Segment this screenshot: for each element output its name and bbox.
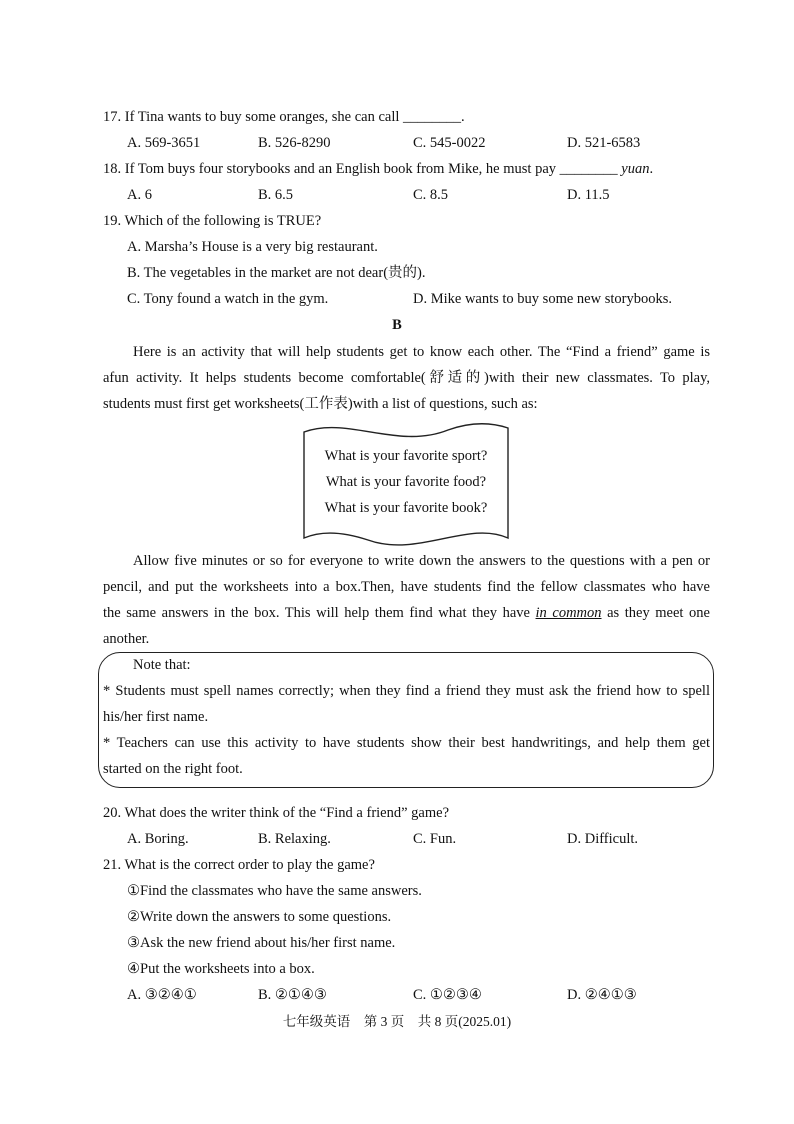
passage-line: Here is an activity that will help students get to know each other. The “Find a friend” game is [133, 344, 710, 360]
q21-step-2: ②Write down the answers to some questions. [127, 909, 392, 925]
q20-option-d: D. Difficult. [567, 831, 639, 847]
q17-stem: 17. If Tina wants to buy some oranges, she can call ________. [103, 109, 465, 125]
q17-option-c: C. 545-0022 [413, 135, 486, 151]
scroll-question: What is your favorite food? [325, 474, 487, 490]
note-line: started on the right foot. [103, 761, 243, 777]
note-line: * Teachers can use this activity to have students show their best handwritings, and help them get [103, 735, 710, 751]
note-title: Note that: [133, 657, 191, 673]
q19-option-b: B. The vegetables in the market are not dear(贵的). [127, 265, 426, 281]
q18-option-b: B. 6.5 [258, 187, 294, 203]
q21-option-a: A. ③②④① [127, 987, 197, 1003]
q18-option-d: D. 11.5 [567, 187, 610, 203]
q21-step-3: ③Ask the new friend about his/her first name. [127, 935, 396, 951]
q21-step-4: ④Put the worksheets into a box. [127, 961, 315, 977]
passage-paragraph-1 [103, 339, 710, 417]
passage-text: as they meet one [601, 605, 710, 621]
q18-stem [103, 160, 653, 178]
q17-option-d: D. 521-6583 [567, 135, 641, 151]
q18-option-a: A. 6 [127, 187, 152, 203]
q21-option-c: C. ①②③④ [413, 987, 482, 1003]
passage-line [103, 600, 710, 626]
section-b-heading: B [392, 317, 402, 333]
passage-line: another. [103, 631, 150, 647]
note-text [103, 652, 710, 782]
page-footer: 七年级英语 第 3 页 共 8 页(2025.01) [282, 1014, 512, 1029]
q18-stem-end: . [649, 161, 654, 177]
passage-line: students must first get worksheets(工作表)with a list of questions, such as: [103, 396, 538, 412]
q17-option-b: B. 526-8290 [258, 135, 331, 151]
passage-line: Allow five minutes or so for everyone to write down the answers to the questions with a pen or [133, 553, 710, 569]
passage-text: the same answers in the box. This will help them find what they have [103, 605, 536, 621]
q19-option-c: C. Tony found a watch in the gym. [127, 291, 329, 307]
passage-paragraph-2 [103, 548, 710, 652]
q20-option-a: A. Boring. [127, 831, 189, 847]
q21-step-1: ①Find the classmates who have the same answers. [127, 883, 422, 899]
q20-option-c: C. Fun. [413, 831, 457, 847]
note-line: * Students must spell names correctly; when they find a friend they must ask the friend how to spell [103, 683, 710, 699]
q18-option-c: C. 8.5 [413, 187, 449, 203]
q18-stem-main: 18. If Tom buys four storybooks and an English book from Mike, he must pay ________ [103, 161, 622, 177]
scroll-question: What is your favorite book? [324, 500, 488, 516]
q21-option-b: B. ②①④③ [258, 987, 327, 1003]
q19-option-d: D. Mike wants to buy some new storybooks. [413, 291, 672, 307]
passage-line: afun activity. It helps students become comfortable(舒适的)with their new classmates. To play, [103, 370, 710, 386]
q21-stem: 21. What is the correct order to play the game? [103, 857, 375, 873]
in-common-phrase: in common [535, 605, 602, 621]
q18-stem-yuan: yuan [621, 161, 650, 177]
scroll-questions [304, 443, 508, 521]
q19-option-a: A. Marsha’s House is a very big restaurant. [127, 239, 378, 255]
q19-stem: 19. Which of the following is TRUE? [103, 213, 322, 229]
q21-option-d: D. ②④①③ [567, 987, 637, 1003]
q17-option-a: A. 569-3651 [127, 135, 201, 151]
scroll-question: What is your favorite sport? [324, 448, 488, 464]
note-line: his/her first name. [103, 709, 209, 725]
q20-option-b: B. Relaxing. [258, 831, 331, 847]
q20-stem: 20. What does the writer think of the “Find a friend” game? [103, 805, 450, 821]
passage-line: pencil, and put the worksheets into a box.Then, have students find the fellow classmates who have [103, 579, 710, 595]
